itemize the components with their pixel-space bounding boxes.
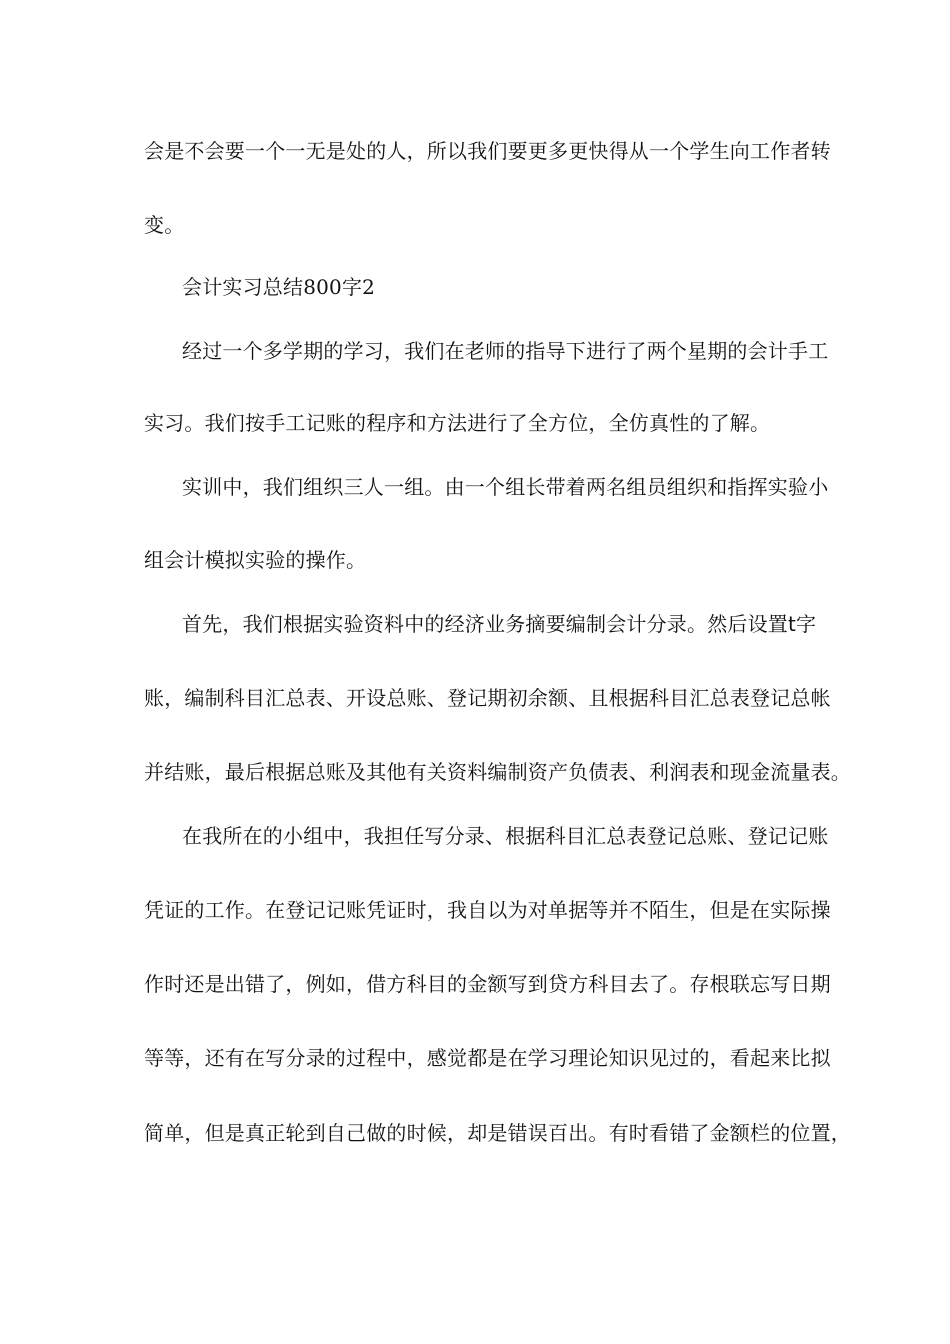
paragraph-line: 凭证的工作。在登记记账凭证时，我自以为对单据等并不陌生，但是在实际操 — [144, 898, 831, 922]
paragraph-line: 简单，但是真正轮到自己做的时候，却是错误百出。有时看错了金额栏的位置， — [144, 1121, 851, 1145]
paragraph-line: 变。 — [144, 213, 185, 237]
paragraph-line: 实习。我们按手工记账的程序和方法进行了全方位，全仿真性的了解。 — [144, 411, 771, 435]
paragraph-line: 作时还是出错了，例如，借方科目的金额写到贷方科目去了。存根联忘写日期 — [144, 972, 831, 996]
paragraph-line: 账，编制科目汇总表、开设总账、登记期初余额、且根据科目汇总表登记总帐 — [144, 686, 831, 710]
paragraph-line: 经过一个多学期的学习，我们在老师的指导下进行了两个星期的会计手工 — [182, 339, 829, 363]
paragraph-line: 并结账，最后根据总账及其他有关资料编制资产负债表、利润表和现金流量表。 — [144, 760, 851, 784]
paragraph-line: 等等，还有在写分录的过程中，感觉都是在学习理论知识见过的，看起来比拟 — [144, 1046, 831, 1070]
paragraph-line: 会是不会要一个一无是处的人，所以我们要更多更快得从一个学生向工作者转 — [144, 139, 831, 163]
paragraph-line: 实训中，我们组织三人一组。由一个组长带着两名组员组织和指挥实验小 — [182, 475, 829, 499]
section-heading: 会计实习总结800字2 — [182, 275, 376, 299]
paragraph-line: 组会计模拟实验的操作。 — [144, 548, 367, 572]
paragraph-line: 在我所在的小组中，我担任写分录、根据科目汇总表登记总账、登记记账 — [182, 824, 829, 848]
paragraph-line: 首先，我们根据实验资料中的经济业务摘要编制会计分录。然后设置t字 — [182, 612, 817, 636]
